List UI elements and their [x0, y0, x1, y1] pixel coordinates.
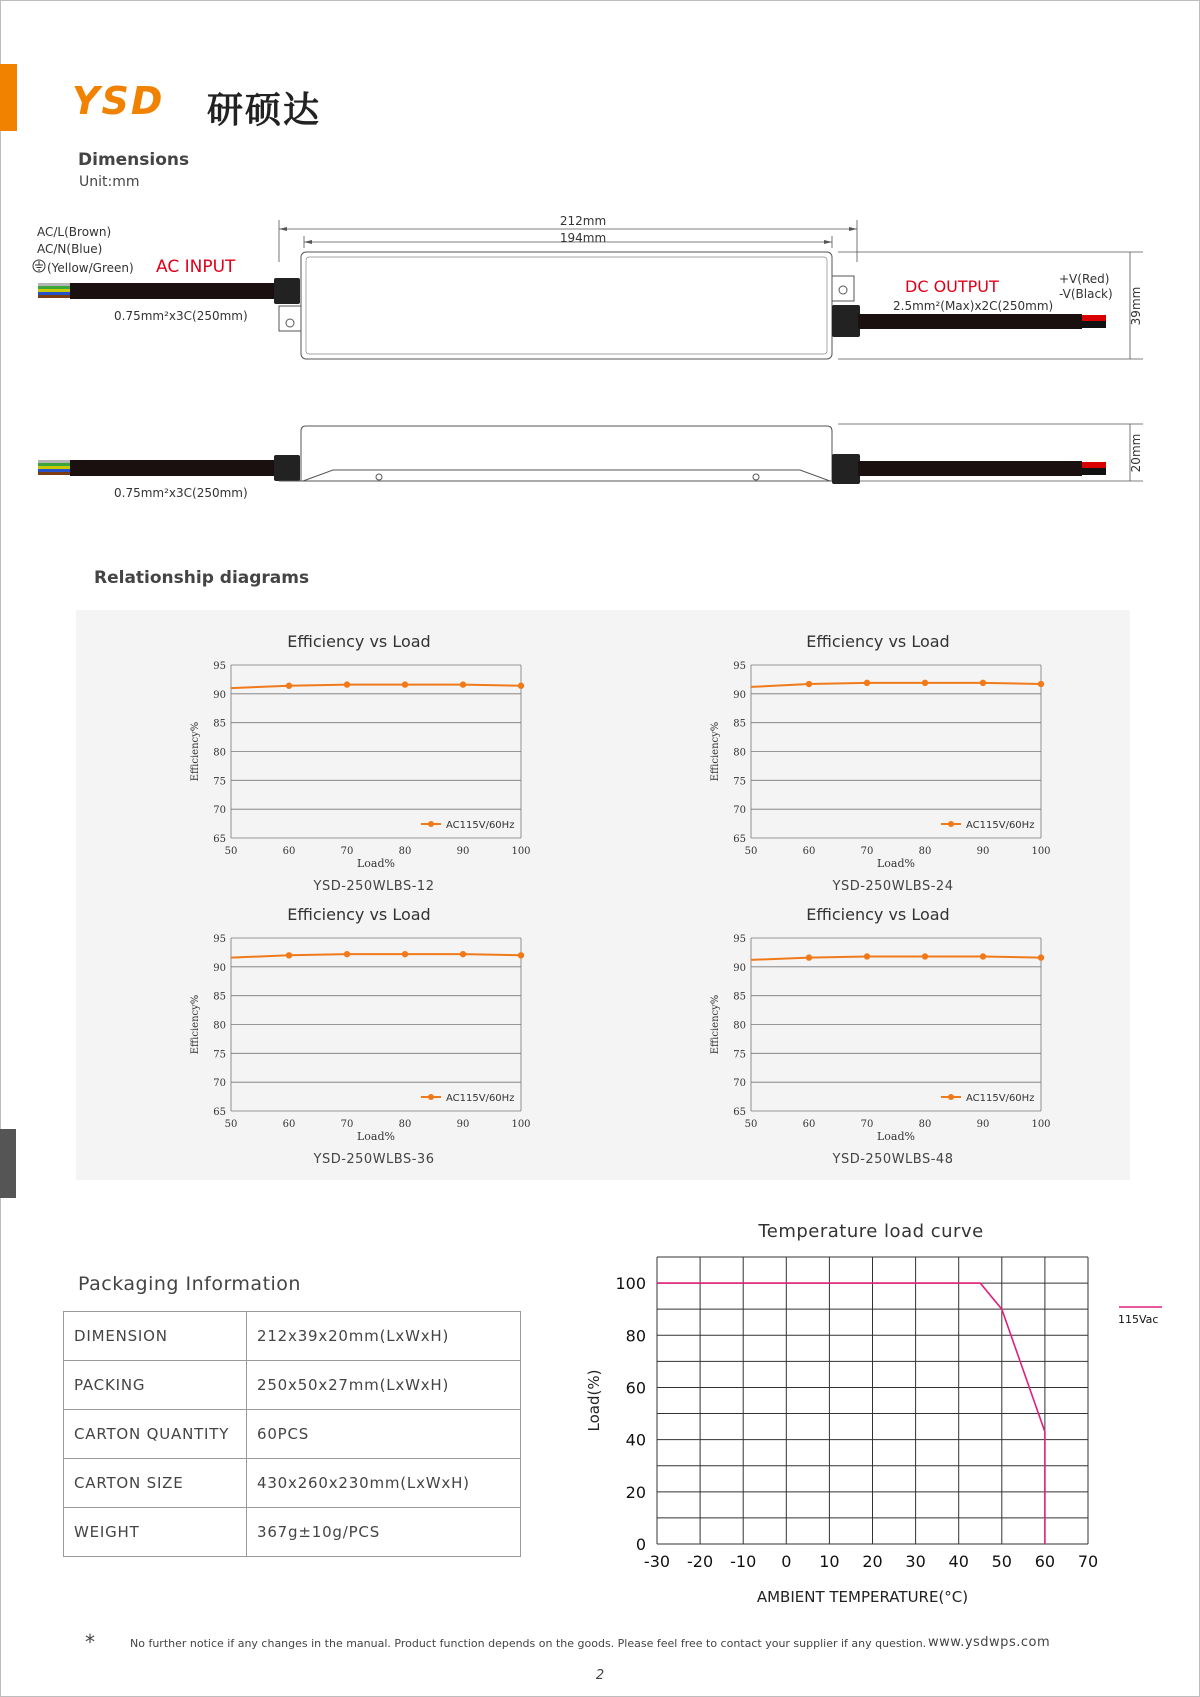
- brand-name: 研硕达: [207, 90, 322, 131]
- legend-label: AC115V/60Hz: [966, 1093, 1035, 1104]
- x-tick-label: 60: [802, 846, 816, 857]
- x-tick-label: 40: [948, 1552, 969, 1571]
- footer-note: No further notice if any changes in the manual. Product function depends on the goods. Please feel free to contact your supplier if any question.: [130, 1637, 927, 1650]
- data-point: [980, 953, 986, 959]
- dc-output-label: DC OUTPUT: [905, 277, 999, 296]
- efficiency-chart-12: [180, 655, 540, 875]
- legend-label: 115Vac: [1118, 1313, 1159, 1326]
- x-axis-label: Load%: [877, 857, 915, 870]
- pack-key: CARTON SIZE: [64, 1459, 247, 1508]
- table-row: [64, 1459, 521, 1508]
- dim-194: 194mm: [559, 231, 607, 245]
- page-number: 2: [595, 1668, 605, 1683]
- y-tick-label: 20: [625, 1482, 646, 1502]
- series-line: [751, 683, 1041, 687]
- dc-plus-label: +V(Red): [1059, 272, 1110, 286]
- pack-value: 367g±10g/PCS: [247, 1508, 521, 1557]
- data-point: [286, 683, 292, 689]
- x-tick-label: 60: [282, 1119, 296, 1130]
- table-row: [64, 1361, 521, 1410]
- chart-2-model: YSD-250WLBS-24: [832, 879, 954, 894]
- y-tick-label: 80: [733, 747, 746, 759]
- legend-marker: [948, 1094, 954, 1100]
- chart-2-title: Efficiency vs Load: [806, 632, 950, 651]
- legend-marker: [948, 821, 954, 827]
- x-tick-label: 70: [340, 1119, 354, 1130]
- dim-39: 39mm: [1129, 286, 1143, 326]
- y-tick-label: 75: [733, 776, 746, 788]
- x-tick-label: 100: [1031, 846, 1051, 857]
- temperature-load-chart: [570, 1245, 1180, 1615]
- x-axis-label: AMBIENT TEMPERATURE(°C): [756, 1588, 969, 1606]
- data-point: [460, 951, 466, 957]
- footer-url[interactable]: www.ysdwps.com: [928, 1635, 1051, 1650]
- legend-marker: [428, 821, 434, 827]
- y-axis-label: Load(%): [585, 1369, 603, 1432]
- y-tick-label: 95: [733, 661, 746, 672]
- table-row: [64, 1508, 521, 1557]
- x-tick-label: 80: [918, 846, 932, 857]
- x-tick-label: 50: [744, 846, 758, 857]
- packaging-heading: Packaging Information: [78, 1273, 301, 1295]
- data-point: [980, 680, 986, 686]
- x-tick-label: 80: [398, 1119, 412, 1130]
- y-tick-label: 70: [213, 1078, 226, 1090]
- efficiency-chart-24: [700, 655, 1060, 875]
- x-tick-label: 90: [456, 1119, 470, 1130]
- x-tick-label: 90: [976, 846, 990, 857]
- dimensions-unit: Unit:mm: [79, 174, 140, 190]
- y-tick-label: 90: [733, 689, 746, 701]
- data-point: [344, 951, 350, 957]
- dim-20: 20mm: [1129, 433, 1143, 473]
- y-tick-label: 75: [213, 776, 226, 788]
- pack-value: 212x39x20mm(LxWxH): [247, 1312, 521, 1361]
- data-point: [518, 683, 524, 689]
- table-row: [64, 1410, 521, 1459]
- ac-cable-side-label: 0.75mm²x3C(250mm): [114, 486, 248, 500]
- series-line: [231, 685, 521, 688]
- pack-value: 250x50x27mm(LxWxH): [247, 1361, 521, 1410]
- relationship-heading: Relationship diagrams: [94, 568, 310, 588]
- table-row: [64, 1312, 521, 1361]
- x-axis-label: Load%: [357, 857, 395, 870]
- y-tick-label: 95: [733, 934, 746, 945]
- y-tick-label: 0: [635, 1535, 646, 1554]
- data-point: [1038, 681, 1044, 687]
- x-tick-label: 80: [918, 1119, 932, 1130]
- dc-cable-label: 2.5mm²(Max)x2C(250mm): [893, 299, 1054, 313]
- y-tick-label: 70: [213, 805, 226, 817]
- y-tick-label: 70: [733, 1078, 746, 1090]
- y-axis-label: Efficiency%: [710, 721, 721, 782]
- legend-marker: [428, 1094, 434, 1100]
- y-axis-label: Efficiency%: [190, 721, 201, 782]
- x-tick-label: 100: [511, 1119, 531, 1130]
- x-tick-label: -10: [730, 1552, 757, 1571]
- x-tick-label: 10: [819, 1552, 840, 1571]
- x-tick-label: 50: [991, 1552, 1012, 1571]
- dimension-drawing: [0, 0, 1200, 520]
- y-tick-label: 85: [733, 991, 746, 1003]
- packaging-table: [63, 1311, 521, 1557]
- y-tick-label: 90: [733, 962, 746, 974]
- y-tick-label: 80: [213, 1020, 226, 1032]
- data-point: [1038, 954, 1044, 960]
- x-tick-label: 60: [802, 1119, 816, 1130]
- efficiency-chart-48: [700, 928, 1060, 1148]
- chart-4-model: YSD-250WLBS-48: [832, 1152, 954, 1167]
- x-axis-label: Load%: [877, 1130, 915, 1143]
- y-tick-label: 80: [625, 1326, 646, 1346]
- x-tick-label: 60: [282, 846, 296, 857]
- pack-key: CARTON QUANTITY: [64, 1410, 247, 1459]
- footer-asterisk: *: [85, 1630, 95, 1654]
- y-tick-label: 95: [213, 661, 226, 672]
- ac-cable-label: 0.75mm²x3C(250mm): [114, 309, 248, 323]
- pack-value: 60PCS: [247, 1410, 521, 1459]
- data-point: [286, 952, 292, 958]
- chart-3-model: YSD-250WLBS-36: [313, 1152, 435, 1167]
- legend-label: AC115V/60Hz: [446, 820, 515, 831]
- x-tick-label: 70: [860, 846, 874, 857]
- data-point: [402, 681, 408, 687]
- x-tick-label: -20: [687, 1552, 714, 1571]
- chart-1-model: YSD-250WLBS-12: [313, 879, 435, 894]
- dim-212: 212mm: [559, 214, 607, 228]
- y-tick-label: 95: [213, 934, 226, 945]
- chart-1-title: Efficiency vs Load: [287, 632, 431, 651]
- x-tick-label: 20: [862, 1552, 883, 1571]
- y-tick-label: 65: [213, 1107, 226, 1118]
- x-axis-label: Load%: [357, 1130, 395, 1143]
- x-tick-label: 90: [976, 1119, 990, 1130]
- x-tick-label: 70: [860, 1119, 874, 1130]
- ac-l-label: AC/L(Brown): [37, 225, 112, 239]
- data-point: [922, 680, 928, 686]
- x-tick-label: -30: [643, 1552, 671, 1571]
- gray-accent-tab: [0, 1129, 16, 1198]
- dimensions-heading: Dimensions: [78, 150, 190, 170]
- x-tick-label: 30: [905, 1552, 926, 1571]
- dc-minus-label: -V(Black): [1059, 287, 1113, 301]
- y-tick-label: 90: [213, 962, 226, 974]
- data-point: [922, 953, 928, 959]
- temperature-chart-title: Temperature load curve: [758, 1221, 984, 1242]
- y-tick-label: 90: [213, 689, 226, 701]
- ac-wire-colors: [38, 283, 70, 298]
- ac-n-label: AC/N(Blue): [37, 242, 103, 256]
- y-tick-label: 80: [213, 747, 226, 759]
- y-axis-label: Efficiency%: [190, 994, 201, 1055]
- data-point: [806, 954, 812, 960]
- y-tick-label: 85: [213, 991, 226, 1003]
- chart-3-title: Efficiency vs Load: [287, 905, 431, 924]
- y-tick-label: 75: [213, 1049, 226, 1061]
- logo-text: YSD: [72, 82, 165, 118]
- x-tick-label: 80: [398, 846, 412, 857]
- x-tick-label: 50: [744, 1119, 758, 1130]
- data-point: [806, 681, 812, 687]
- x-tick-label: 50: [224, 846, 238, 857]
- pack-key: WEIGHT: [64, 1508, 247, 1557]
- y-tick-label: 65: [213, 834, 226, 845]
- y-tick-label: 80: [733, 1020, 746, 1032]
- y-tick-label: 60: [625, 1378, 646, 1398]
- x-tick-label: 100: [511, 846, 531, 857]
- y-tick-label: 65: [733, 1107, 746, 1118]
- x-tick-label: 90: [456, 846, 470, 857]
- pack-key: PACKING: [64, 1361, 247, 1410]
- pack-key: DIMENSION: [64, 1312, 247, 1361]
- x-tick-label: 100: [1031, 1119, 1051, 1130]
- ac-ground-label: (Yellow/Green): [47, 261, 134, 275]
- x-tick-label: 70: [340, 846, 354, 857]
- data-point: [864, 953, 870, 959]
- data-point: [460, 681, 466, 687]
- legend-label: AC115V/60Hz: [446, 1093, 515, 1104]
- data-point: [402, 951, 408, 957]
- series-line: [751, 956, 1041, 959]
- legend-label: AC115V/60Hz: [966, 820, 1035, 831]
- y-tick-label: 40: [625, 1430, 646, 1450]
- ac-input-label: AC INPUT: [156, 257, 236, 277]
- y-tick-label: 65: [733, 834, 746, 845]
- y-tick-label: 100: [615, 1274, 646, 1294]
- chart-4-title: Efficiency vs Load: [806, 905, 950, 924]
- x-tick-label: 60: [1034, 1552, 1056, 1571]
- efficiency-chart-36: [180, 928, 540, 1148]
- y-tick-label: 70: [733, 805, 746, 817]
- y-axis-label: Efficiency%: [710, 994, 721, 1055]
- side-view: [38, 426, 1106, 484]
- x-tick-label: 50: [224, 1119, 238, 1130]
- pack-value: 430x260x230mm(LxWxH): [247, 1459, 521, 1508]
- ground-icon: [33, 260, 45, 272]
- data-point: [864, 680, 870, 686]
- x-tick-label: 70: [1077, 1552, 1099, 1571]
- x-tick-label: 0: [781, 1552, 792, 1571]
- y-tick-label: 85: [733, 718, 746, 730]
- series-line: [231, 954, 521, 957]
- data-point: [344, 681, 350, 687]
- y-tick-label: 75: [733, 1049, 746, 1061]
- y-tick-label: 85: [213, 718, 226, 730]
- data-point: [518, 952, 524, 958]
